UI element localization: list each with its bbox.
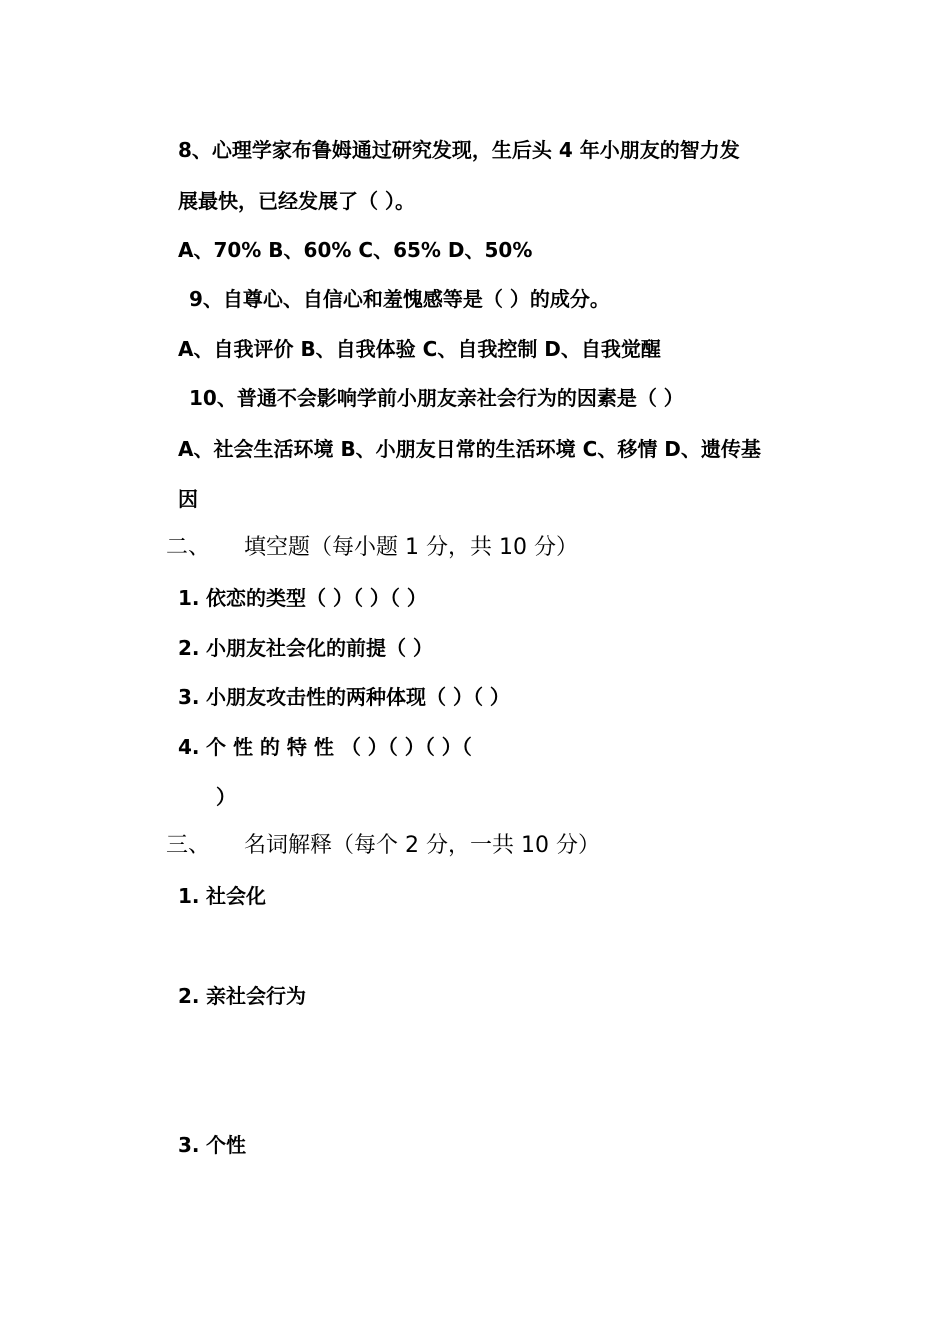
question-10-options-line-2: 因 (178, 487, 198, 511)
question-8-line-1: 8、心理学家布鲁姆通过研究发现，生后头 4 年小朋友的智力发 (178, 138, 740, 162)
question-9: 9、自尊心、自信心和羞愧感等是（ ）的成分。 (189, 287, 610, 311)
fill-item-1-text: 依恋的类型（ ）（ ）（ ） (206, 586, 427, 610)
fill-item-2 (178, 634, 433, 662)
section-3-number: 三、 (166, 833, 211, 858)
fill-item-4-number: 4. (178, 735, 200, 759)
term-item-1-number: 1. (178, 884, 200, 908)
fill-item-2-number: 2. (178, 636, 200, 660)
term-item-2 (178, 982, 306, 1010)
section-2-heading (166, 534, 578, 562)
term-item-3-text: 个性 (206, 1133, 246, 1157)
question-8-options: A、70% B、60% C、65% D、50% (178, 238, 533, 262)
fill-item-3-number: 3. (178, 685, 200, 709)
fill-item-3-text: 小朋友攻击性的两种体现（ ）（ ） (206, 685, 510, 709)
term-item-3 (178, 1131, 246, 1159)
section-2-number: 二、 (166, 535, 211, 560)
fill-item-4-text: 个 性 的 特 性 （ ）（ ）（ ）（ (206, 735, 472, 759)
question-9-options: A、自我评价 B、自我体验 C、自我控制 D、自我觉醒 (178, 337, 661, 361)
fill-item-4 (178, 733, 472, 761)
question-10: 10、普通不会影响学前小朋友亲社会行为的因素是（ ） (189, 386, 684, 410)
section-2-title: 填空题（每小题 1 分，共 10 分） (244, 535, 578, 560)
question-10-options-line-1: A、社会生活环境 B、小朋友日常的生活环境 C、移情 D、遗传基 (178, 437, 761, 461)
term-item-3-number: 3. (178, 1133, 200, 1157)
question-8-line-2: 展最快，已经发展了（ ）。 (178, 189, 415, 213)
fill-item-3 (178, 683, 510, 711)
fill-item-2-text: 小朋友社会化的前提（ ） (206, 636, 433, 660)
section-3-title: 名词解释（每个 2 分，一共 10 分） (244, 833, 600, 858)
section-3-heading (166, 832, 600, 860)
fill-item-4-continuation: ） (216, 785, 236, 809)
term-item-2-text: 亲社会行为 (206, 984, 306, 1008)
term-item-2-number: 2. (178, 984, 200, 1008)
term-item-1 (178, 882, 266, 910)
term-item-1-text: 社会化 (206, 884, 266, 908)
fill-item-1-number: 1. (178, 586, 200, 610)
fill-item-1 (178, 584, 427, 612)
